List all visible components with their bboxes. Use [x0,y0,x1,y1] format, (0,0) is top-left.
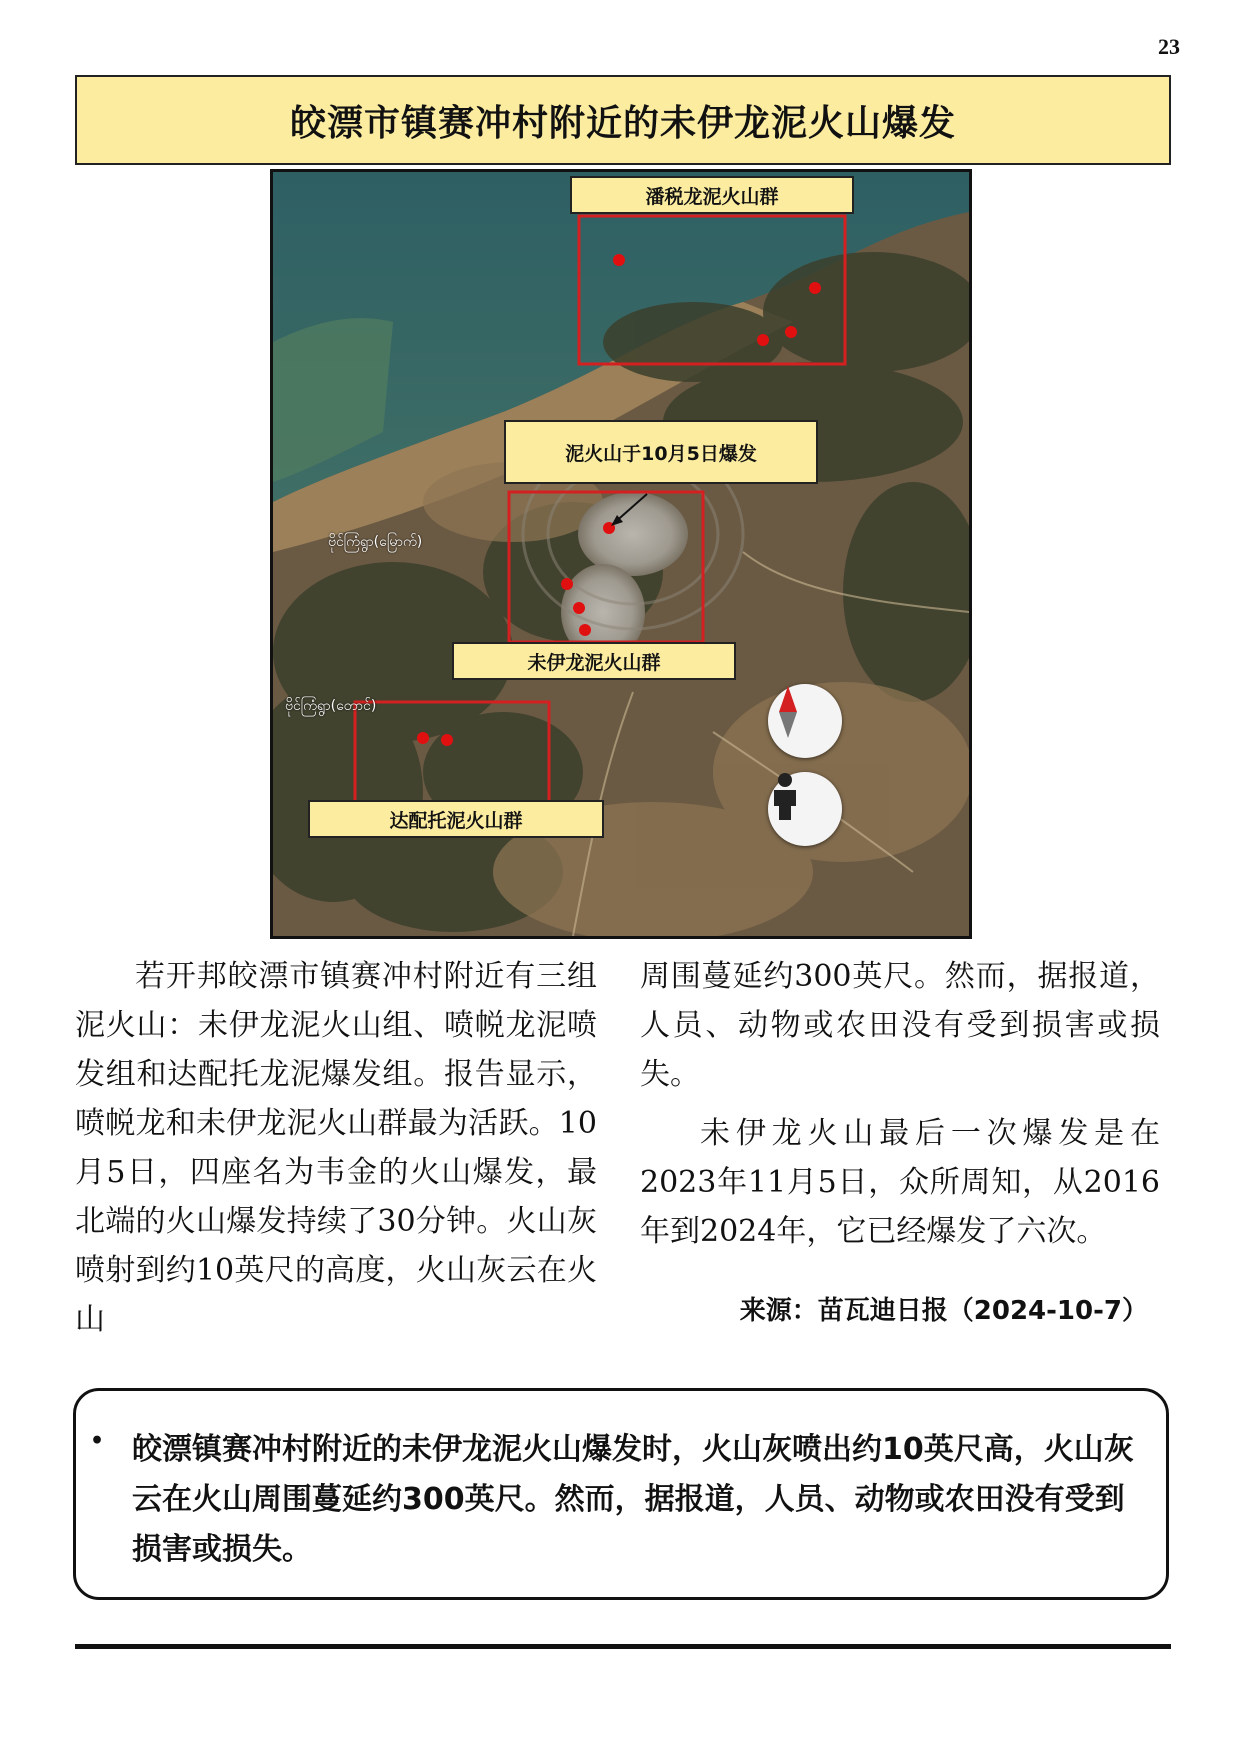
compass-button[interactable] [768,684,842,758]
article-left-column [75,952,597,1344]
summary-text: 皎漂镇赛冲村附近的未伊龙泥火山爆发时，火山灰喷出约10英尺高，火山灰云在火山周围蔓延约300英尺。然而，据报道，人员、动物或农田没有受到损害或损失。 [132,1432,1134,1567]
compass-icon [768,684,808,740]
village-label-north: ဗိုင်ကြံရွာ(မြောက်) [328,534,423,550]
summary-bullet: • [90,1428,105,1454]
map-label-eruption-note: 泥火山于10月5日爆发 [504,420,818,484]
article-paragraph-2: 未伊龙火山最后一次爆发是在2023年11月5日，众所周知，从2016年到2024年，它已经爆发了六次。 [640,1116,1160,1249]
article-paragraph-1: 若开邦皎漂市镇赛冲村附近有三组泥火山：未伊龙泥火山组、喷帨龙泥喷发组和达配托龙泥爆发组。报告显示，喷帨龙和未伊龙泥火山群最为活跃。10月5日，四座名为韦金的火山爆发，最北端的火山爆发持续了30分钟。火山灰喷射到约10英尺的高度，火山灰云在火山 [75,959,597,1337]
person-icon [768,772,802,822]
page-number: 23 [1158,34,1180,59]
map-label-south-group: 达配托泥火山群 [308,800,604,838]
article-right-column [640,952,1160,1256]
article-source: 来源：苗瓦迪日报（2024-10-7） [739,1296,1148,1326]
map-label-north-group: 潘税龙泥火山群 [570,176,854,214]
footer-rule [75,1644,1171,1649]
article-paragraph-1-continued: 周围蔓延约300英尺。然而，据报道，人员、动物或农田没有受到损害或损失。 [640,959,1160,1092]
satellite-map [270,169,972,939]
article-title: 皎漂市镇赛冲村附近的未伊龙泥火山爆发 [75,75,1171,165]
street-view-button[interactable] [768,772,842,846]
map-label-central-group: 未伊龙泥火山群 [452,642,736,680]
village-label-south: ဗိုင်ကြံရွာ(တောင်) [285,698,377,714]
